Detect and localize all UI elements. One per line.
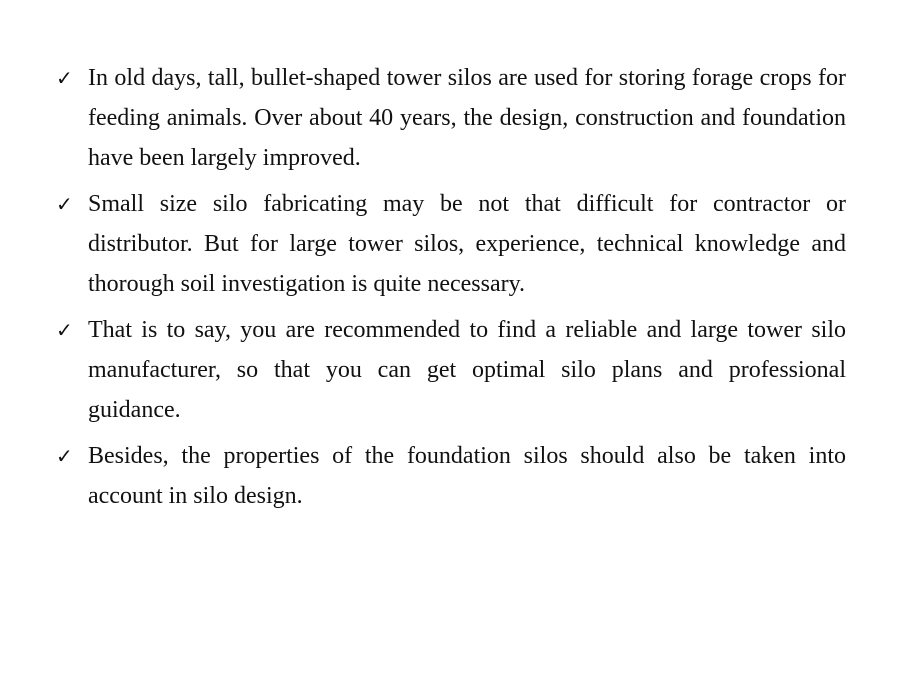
bullet-text: In old days, tall, bullet-shaped tower silos are used for storing forage crops for feeding animals. Over about 40 years, the design, construction and foundation have been largely improved. [88,65,846,171]
checkmark-icon: ✓ [56,444,73,468]
checkmark-icon: ✓ [56,192,73,216]
bullet-list [56,58,846,522]
bullet-item [56,436,846,516]
bullet-item [56,310,846,430]
checkmark-icon: ✓ [56,66,73,90]
bullet-text: Small size silo fabricating may be not that difficult for contractor or distributor. But for large tower silos, experience, technical knowledge and thorough soil investigation is quite necessary. [88,191,846,297]
bullet-item [56,184,846,304]
bullet-text: Besides, the properties of the foundation silos should also be taken into account in silo design. [88,443,846,509]
bullet-text: That is to say, you are recommended to find a reliable and large tower silo manufacturer, so that you can get optimal silo plans and professional guidance. [88,317,846,423]
checkmark-icon: ✓ [56,318,73,342]
bullet-item [56,58,846,178]
